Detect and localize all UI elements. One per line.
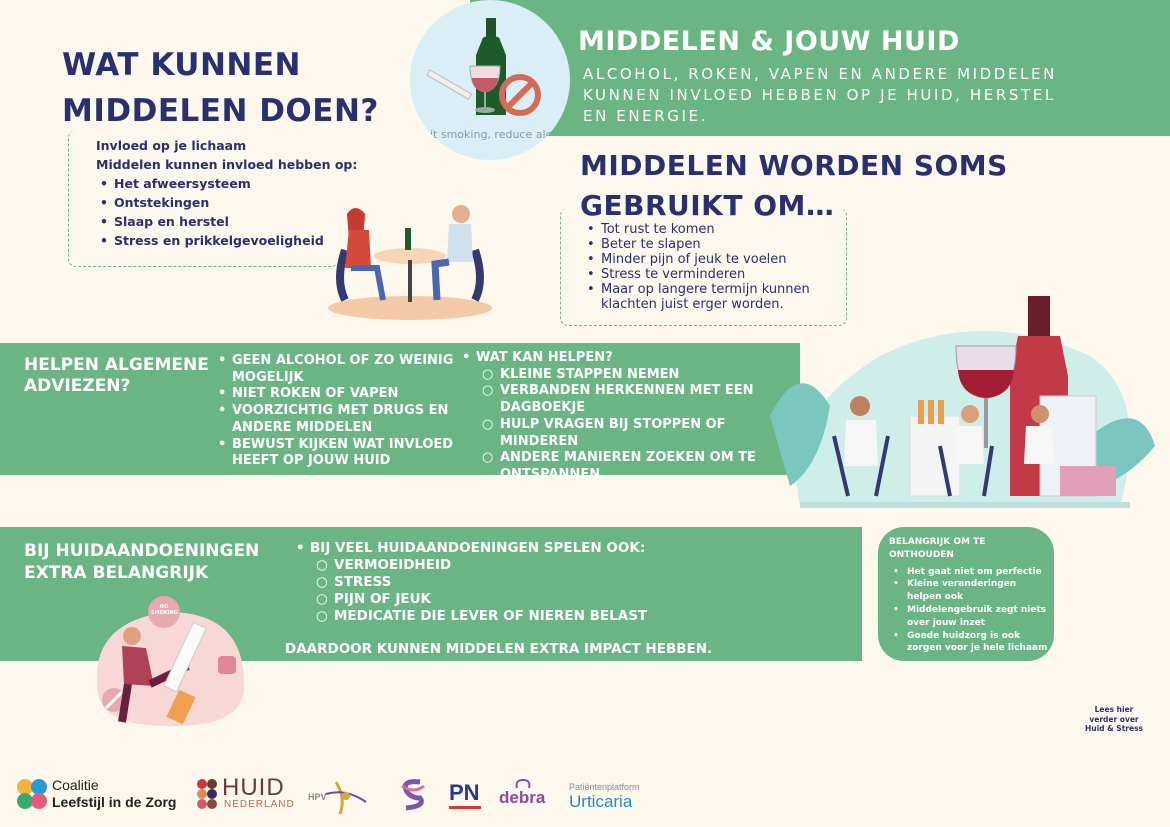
logo-coalitie	[16, 776, 196, 812]
list-item: • GEEN ALCOHOL OF ZO WEINIG MOGELIJK	[214, 353, 454, 386]
huid-line2: NEDERLAND	[224, 799, 295, 810]
help-list	[458, 367, 798, 484]
coalitie-line1: Coalitie	[52, 777, 99, 793]
banner-title: MIDDELEN & JOUW HUID	[578, 26, 960, 57]
page-title-line1: WAT KUNNEN	[62, 47, 301, 83]
list-item: • Maar op langere termijn kunnen klachten juist erger worden.	[583, 282, 823, 312]
logo-huid-nederland	[196, 774, 295, 812]
list-item: • Het afweersysteem	[96, 174, 357, 193]
banner-illustration	[410, 0, 570, 160]
skin-heading: • BIJ VEEL HUIDAANDOENINGEN SPELEN OOK:	[292, 540, 852, 557]
no-smoking-sign: NO SMOKING	[151, 604, 178, 616]
list-item: • BEWUST KIJKEN WAT INVLOED HEEFT OP JOUW HUID	[214, 437, 454, 470]
remember-list	[889, 566, 1051, 656]
list-item: • Het gaat niet om perfectie	[889, 566, 1051, 579]
list-item: ○ PIJN OF JEUK	[316, 591, 432, 607]
urticaria-line1: Patiëntenplatform	[569, 782, 640, 792]
list-item: • Beter te slapen	[583, 237, 823, 252]
s-logo-icon	[398, 776, 428, 812]
advice-title: HELPEN ALGEMENE ADVIEZEN?	[24, 355, 209, 396]
list-item: ○ VERMOEIDHEID	[316, 557, 452, 573]
list-item: ○ KLEINE STAPPEN NEMEN	[482, 366, 680, 382]
huid-line1: HUID	[222, 774, 285, 801]
list-item: ○ HULP VRAGEN BIJ STOPPEN OF MINDEREN	[482, 416, 726, 449]
circle-caption: it smoking, reduce alco	[430, 128, 559, 141]
list-item: • Ontstekingen	[96, 193, 357, 212]
logo-hpv	[306, 778, 378, 816]
list-item: ○ ANDERE MANIEREN ZOEKEN OM TE ONTSPANNEN	[482, 450, 756, 482]
advice-list-2	[458, 350, 798, 484]
list-item: ○ STRESS	[316, 574, 392, 590]
remember-title: BELANGRIJK OM TE ONTHOUDEN	[889, 537, 986, 560]
dinner-illustration	[325, 200, 495, 322]
list-item: • Goede huidzorg is ook zorgen voor je hele lichaam	[889, 630, 1051, 656]
skin-list	[292, 557, 852, 625]
remember-content	[889, 536, 1051, 655]
list-item: • Stress en prikkelgevoeligheid	[96, 231, 357, 250]
list-item: • Middelengebruik zegt niets over jouw inzet	[889, 604, 1051, 630]
used-for-title-line2: GEBRUIKT OM…	[580, 189, 835, 222]
logo-pn	[449, 780, 483, 812]
coalitie-logo-icon	[16, 778, 48, 810]
list-item: • NIET ROKEN OF VAPEN	[214, 386, 454, 403]
couple-dinner-icon	[325, 200, 495, 322]
body-influence-content	[96, 136, 357, 250]
list-item: ○ MEDICATIE DIE LEVER OF NIEREN BELAST	[316, 608, 648, 624]
list-item: ○ VERBANDEN HERKENNEN MET EEN DAGBOEKJE	[482, 383, 754, 416]
bar-illustration	[760, 296, 1160, 512]
list-item: • Slaap en herstel	[96, 212, 357, 231]
list-item: • Stress te verminderen	[583, 267, 823, 282]
page-title	[62, 42, 379, 134]
debra-text: debra	[499, 788, 546, 807]
coalitie-line2: Leefstijl in de Zorg	[52, 794, 177, 810]
logo-urticaria	[569, 780, 659, 814]
pn-text: PN	[449, 780, 480, 805]
help-heading: • WAT KAN HELPEN?	[458, 350, 798, 367]
skin-conclusion: DAARDOOR KUNNEN MIDDELEN EXTRA IMPACT HEBBEN.	[285, 641, 713, 657]
read-more-link[interactable]: Lees hier verder over Huid & Stress	[1084, 705, 1144, 733]
skin-title: BIJ HUIDAANDOENINGEN EXTRA BELANGRIJK	[24, 541, 260, 583]
logo-s	[398, 776, 428, 812]
people-drinking-icon	[760, 296, 1160, 512]
page-title-line2: MIDDELEN DOEN?	[62, 93, 379, 129]
banner-text: ALCOHOL, ROKEN, VAPEN EN ANDERE MIDDELEN KUNNEN INVLOED HEBBEN OP JE HUID, HERSTEL EN ENERGIE.	[583, 65, 1057, 125]
used-for-title-line1: MIDDELEN WORDEN SOMS	[580, 149, 1008, 182]
pn-underline	[449, 806, 481, 809]
list-item: • Kleine veranderingen helpen ook	[889, 578, 1051, 604]
body-intro: Middelen kunnen invloed hebben op:	[96, 157, 358, 172]
hpv-text: HPV	[308, 792, 327, 802]
body-heading: Invloed op je lichaam	[96, 138, 247, 153]
body-list	[96, 174, 357, 250]
list-item: • Minder pijn of jeuk te voelen	[583, 252, 823, 267]
urticaria-line2: Urticaria	[569, 792, 633, 811]
advice-list-1	[214, 353, 454, 470]
list-item: • VOORZICHTIG MET DRUGS EN ANDERE MIDDELEN	[214, 403, 454, 436]
logo-debra	[499, 778, 549, 812]
skin-content	[292, 540, 852, 625]
list-item: • Tot rust te komen	[583, 222, 823, 237]
huid-logo-icon	[196, 778, 220, 810]
no-smoking-illustration	[88, 592, 248, 728]
